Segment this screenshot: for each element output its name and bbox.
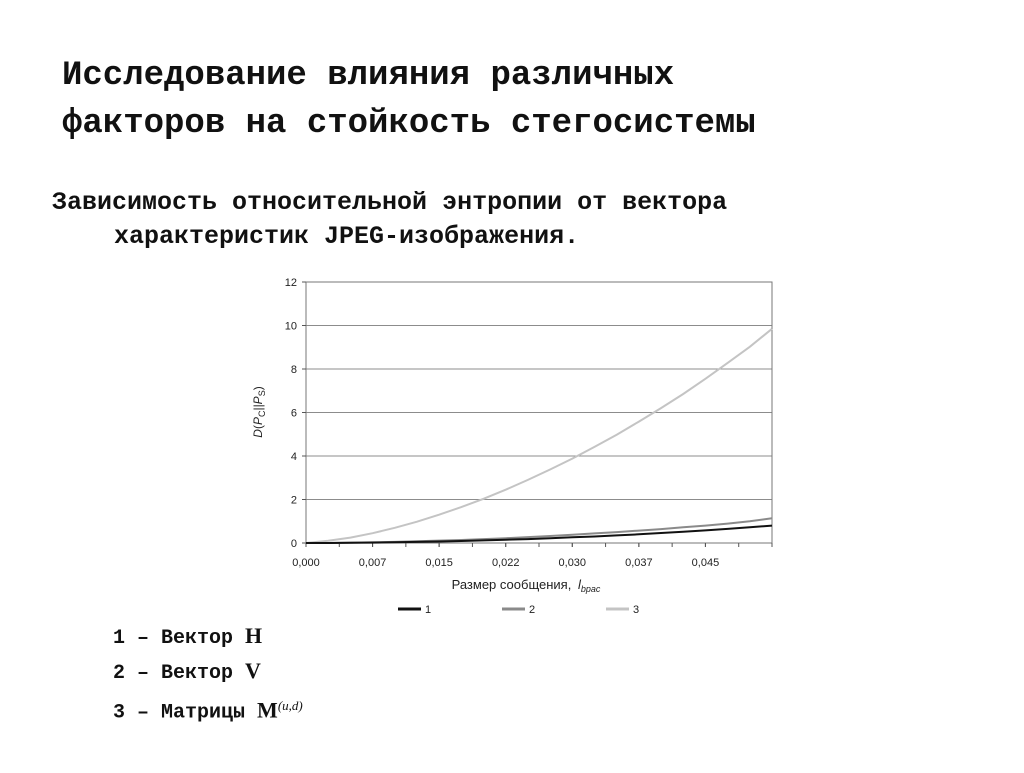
grid-lines [306,326,772,500]
svg-text:D(PC||PS) [251,386,267,437]
note-3 [113,690,303,730]
ylabel-close: ) [251,386,265,391]
x-tick-label: 0,045 [691,557,720,569]
y-tick-label: 10 [284,320,297,333]
x-tick-label: 0,030 [558,557,587,569]
note-3-text: – Матрицы [125,701,258,725]
note-2-num: 2 [113,662,126,685]
slide-subtitle: Зависимость относительной энтропии от вектора характеристик JPEG-изображения. [52,188,728,251]
ylabel-open: ( [251,425,265,430]
y-tick-label: 4 [290,451,297,463]
slide-title-line2: факторов на стойкость стегосистемы [62,105,756,143]
series-lines [306,329,772,543]
note-1-num: 1 [113,627,126,650]
slide-title-line1: Исследование влияния различных [62,57,675,95]
ylabel-sep: || [251,404,265,411]
y-tick-label: 0 [290,538,297,550]
x-axis-label [452,577,601,594]
ylabel-s2: S [257,390,267,397]
note-2 [113,655,303,690]
series-line-1 [306,526,772,543]
ylabel-s1: C [257,410,267,418]
legend-label-2: 2 [529,604,536,616]
note-3-symbol: M [257,697,278,723]
note-3-num: 3 [113,701,126,725]
legend-label-3: 3 [633,604,640,616]
y-axis-label [251,386,267,437]
x-tick-label: 0,000 [292,557,320,569]
series-line-3 [306,329,772,543]
note-1-symbol: H [245,623,263,648]
series-notes [113,620,303,730]
y-tick-label: 2 [290,494,297,507]
chart-legend [398,604,639,616]
note-2-symbol: V [245,658,261,683]
x-tick-label: 0,037 [625,557,653,569]
y-tick-label: 6 [290,407,297,420]
ylabel-d: D [251,429,265,438]
x-tick-label: 0,007 [358,557,387,569]
note-1-text: – Вектор [125,627,246,650]
x-tick-label: 0,015 [425,557,453,569]
note-2-text: – Вектор [125,662,246,685]
xlabel-var: l [577,577,581,592]
xlabel-text: Размер сообщения, [451,577,572,592]
x-tick-label: 0,022 [491,557,520,569]
xlabel-sub: bpac [580,584,601,594]
note-1 [113,620,303,655]
legend-label-1: 1 [425,604,432,616]
ylabel-p2: P [251,396,265,405]
ylabel-p1: P [251,417,265,426]
y-tick-label: 8 [290,364,297,376]
note-3-sup: (u,d) [277,698,303,713]
y-tick-label: 12 [284,277,297,289]
